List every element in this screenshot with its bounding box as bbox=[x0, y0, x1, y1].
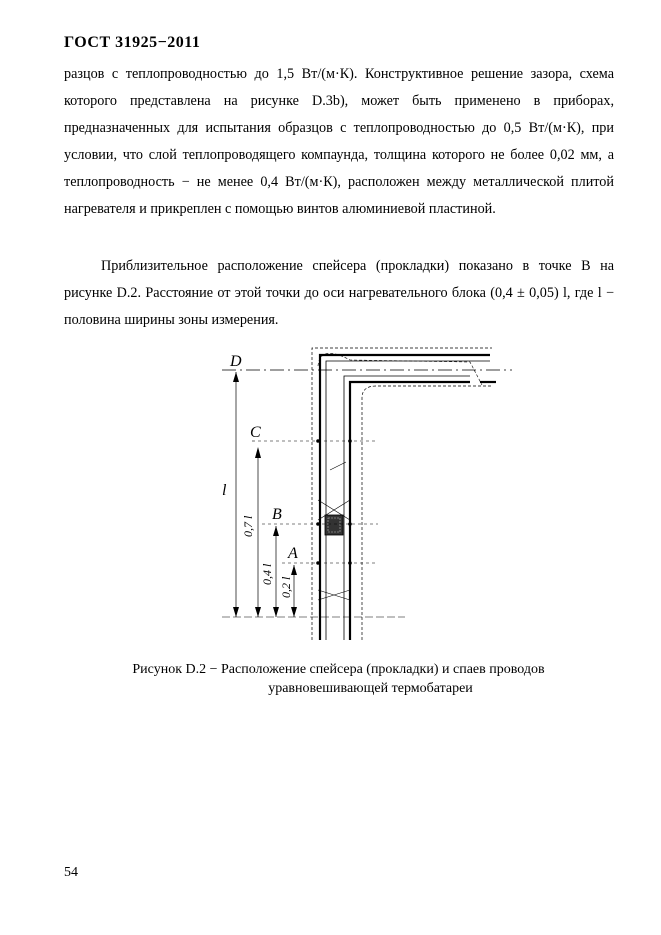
paragraph-spacer-gap: разцов с теплопроводностью до 1,5 Вт/(м·К). Конструктивное решение зазора, схема которого представлена на рисунке D.3b), может быть применено в приборах, предназначенных для испытания образцов с теплопроводностью до 0,5 Вт/(м·К), при условии, что слой теплопроводящего компаунда, толщина которого не более 0,02 мм, а теплопроводность − не менее 0,4 Вт/(м·К), расположен между металлической плитой нагревателя и прикреплен с помощью винтов алюминиевой пластиной. bbox=[64, 66, 614, 217]
heater-outline-inner bbox=[362, 386, 492, 640]
document-header: ГОСТ 31925−2011 bbox=[64, 34, 201, 51]
heater-outline-outer bbox=[312, 348, 492, 640]
figure-caption bbox=[0, 660, 661, 698]
paragraph-spacer-location: Приблизительное расположение спейсера (прокладки) показано в точке B на рисунке D.2. Расстояние от этой точки до оси нагревательного блока (0,4 ± 0,05) l, где l − половина ширины зоны измерения. bbox=[64, 258, 614, 328]
plate-thin-inner bbox=[344, 376, 470, 640]
caption-line-1: Рисунок D.2 − Расположение спейсера (прокладки) и спаев проводов bbox=[132, 662, 545, 677]
plate-inner bbox=[350, 382, 470, 640]
label-c: C bbox=[250, 424, 261, 441]
label-b: B bbox=[272, 506, 282, 523]
page-number: 54 bbox=[64, 865, 78, 880]
caption-line-2: уравновешивающей термобатареи bbox=[268, 681, 473, 696]
thermopile-wire-4 bbox=[318, 590, 350, 600]
dim-label-07l: 0,7 l bbox=[241, 515, 255, 537]
thermopile-wire-1 bbox=[318, 353, 482, 385]
label-a: A bbox=[288, 545, 298, 562]
plate-outer bbox=[320, 355, 490, 640]
dim-label-l: l bbox=[222, 482, 227, 499]
dim-label-04l: 0,4 l bbox=[260, 563, 274, 585]
label-d: D bbox=[230, 353, 242, 370]
dim-label-02l: 0,2 l bbox=[279, 576, 293, 598]
